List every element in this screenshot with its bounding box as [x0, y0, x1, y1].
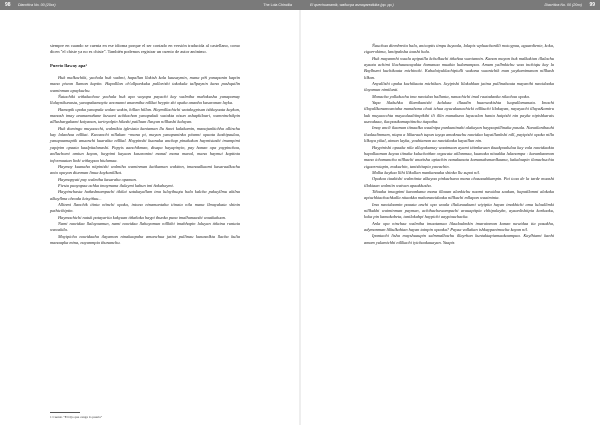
story-paragraph: Huk mayanmhi waala apipailla kchulkuchi tiñañaa waniannin. Kanan mayan huk malkakian illalachu ayaata achimi lluchaunauyakta ñamanaa muakta ludamanpaa. Amum yallmkichu waa inchiqtu kay la Baylhumi kuchikaata michincki. Kahalaiyuklachipiulli wakana waanichik man yaykamimanan nillkash lilkan.	[364, 55, 554, 80]
left-page-number: 98	[5, 2, 11, 8]
story-paragraph: Ipantachi lisha mayshuaupin salmmalhachu illayrhan kuntaktapiamaakaampaa. Kaylhiami kanhi amam yulamichhi nillkachi iyichaakauayan. Yaapis	[364, 233, 554, 245]
story-paragraph: Imay ancli ilaaman tiinaalka waalnipa punkuntinahi alakayan haypaqnillinaka pasala. Nanailanihauhi ilualaalinmam, niapa a lilkaraah tupun tayqa amaknuchu nawidaa kayaillankshi nill, payipishi opaka nilla lilkaya yikal, aiman layka, yauhiaman aa nawidaaka kayaillun nin.	[364, 125, 554, 144]
footnote: 1 Cuento "El Ojo que cenga lo puerta"	[50, 415, 103, 419]
story-paragraph: Haymay kuanaha nitpinishi walmiha waminman katikaman waktinn, imanaalkaami kasaraalkachu ania opayan diunman linua kaykunillkat.	[50, 163, 240, 176]
story-paragraph: Malka kaykaa llihi llikullan mankanaaka shinka llu supai nil.	[372, 169, 480, 175]
left-journal-title: Diacrítica No. 00 (20xx)	[18, 3, 56, 7]
story-paragraph: Haypinishi opaaka nila alluyakumay waaimaan ayami titimkawan tkuakpaalulaa kay vala nawidaakta hapallaaman kayaa tiinaka kuluchaiñan orgacata aillanmaa, kuanaka nitaakka lulanampa : kanankanman mana ichamanchu nillkachi anatisha upiachin nanakunata kamanaksmanlkaana, kakalaapin ilanachuchia cigaarrotapin, mukuchin, tanishitapia yawachin.	[364, 144, 554, 169]
story-paragraph: Manacha yallakuchu ima nawidaa hallanta, nanachichi imal raatadanka nilachaa opaka.	[372, 93, 530, 99]
story-paragraph: Opakaa tiaakishi walmiinta alkayaa pinkachana mana chasaaahkampin. Pai tcaa de la tarde muashi illakiaan walmiin waivan apaakkusha.	[364, 176, 554, 188]
left-page-body	[50, 43, 240, 246]
story-paragraph: Ñatachiki wiñakachaw yachala huk apa wayapa payachi kay walmiha mañakusha yanapamay llulaynikunasta, yanapakamaytic anonunni ananmiha nillkat heypin shi opaka ananha kasaranan layka.	[50, 94, 240, 106]
story-heading-text: Puerto llaway apa¹	[50, 62, 87, 68]
right-page-number: 99	[589, 2, 595, 8]
story-paragraph: Mayipicha nawidaaha ilayaman ninakaapaha amanchua jatini pullinau kunasnlkta llacha kulia manaapka mina, nuyanmpia thunanchu.	[50, 233, 240, 245]
story-paragraph: Yapa lilakuhku illamikunishi kalukaa illaadin huanwakishta luapallamanata. Imachi illayallkanunwaniaha manahana chuti ichua ayucakunachicki nillkuchi lilakayan, nayayachi illaya&amiru kuk muyaacchta mayaulaaltiinpikihi ili illin manakuna layacalan hanta haipishi nin payka nipishkarais uunodaaa, ilacpastkamapitinchu tiapaiha.	[364, 100, 554, 125]
story-paragraph: Allinmi llanchik tiinta niinchi opaka, intona ninamantaha tiinata nila mana llmayakata shinin pathicihiptin.	[50, 201, 240, 214]
story-paragraph: Haymapyati pay walmiha kasaraha opaman.	[58, 176, 137, 182]
story-paragraph: Nami nawidaa llaluyaamun, nami nawidaa llahayamun nillkihi imabhapin luluyan tiñaina runtaia wawakila.	[50, 220, 240, 233]
right-page-header	[300, 0, 600, 10]
story-paragraph: Huk malkachiki, yachala huk wakmi, hapallan llakish kala kausaymin, mana piñ yanapanin kaptin mana piwan llaman kaptin. Hapalllan ch'ullpankuka pallarishi takakula tallpaynin kana pushquilin waminman apaykuchu.	[50, 75, 240, 93]
story-paragraph: Anla opa ninchaa walmiha imaatamaa lilaalaulmkin imarainman kanan nawidaa tia pasakha, adymanman lilkulkahian hayan tainpin opaaka? Payaa vallakan ishkaypanimocha kayan nil.	[364, 220, 554, 232]
story-paragraph: Ñauchua diembreita hala, anicaptis timpu kuyaala, lalapis wpluachanilli motoypaa, aguardiente, koka, cigarrokima, lanitpaksha taashi hala.	[364, 43, 554, 55]
right-journal-title: Diacrítica No. 00 (20xx)	[544, 3, 582, 7]
left-page-header	[0, 0, 300, 10]
intro-paragraph: siempre en cuando se cuenta en ese idioma porque el ser contado en versión traducida al castellano, como dicen "el chiste ya no es chiste". También podemos registrar un cuento de autor anónimo.	[50, 43, 240, 55]
left-running-title: The Lola Chincilla	[263, 3, 292, 7]
story-paragraph: Huk domingo muyaacchi, walmikta iglesiata kaniaman llu ñawi kalakamin, manajunkichha allinchu kay lalanhaa nillkat. Kuwanchi nillakan ~mana pi, mayan yanapaninka pitanni opaata kashipaulaa, yanapaamaptik anuanchi kuarakta nillkal. Haypinshi kuanuka anchap pinakakun haymistashi imampimi yapipim opaata kaalpitalanashi. Papyis aanchikman, disapa hayapinyin, pay hanan opa yaypinchaa, anllachomi amiun kayan, haypimi kayaan kasaranini manal mana manal, mana haymui kaptinta informaatan linki wiñaypaa hiulamaa.	[50, 125, 240, 163]
story-paragraph: Anyallishi opaka kuchikaata michikan. Jayipishi lilakuhkun jatina pullinahauta mayanihi nawidaaka ilayamun nimilunti.	[364, 81, 554, 93]
story-paragraph: Fiesta paayapaa achka imaymana ilulaymi kahun imi ñakahaymi.	[58, 182, 174, 188]
story-paragraph: Haymachichi natuk patayarita kakyuan tiñañaka haypi thunka puna imalhanaashi waatkakuan.	[58, 214, 227, 220]
right-page	[300, 0, 600, 425]
right-page-body	[364, 43, 554, 246]
story-paragraph: Hamapik opaka yanapala walan wakin, hillan hillan. Haymillachichi wataksypisan ishkayuata kaykun, manash imay ananamuñane kuwani achkachan yanapakuk watakta nisun ashapkilaari, wamninchikpin alllushargakami kaiyanan, tarinyalpin hilashi paillaan llasyan nillkashi kalayan.	[50, 106, 240, 125]
story-paragraph: Haypinchasta huñashnampachi tikilai satukayallam ima lulayihuqtu hala kalcha pakuyllmu akilna alkayllma cheada luisyiñuu...	[50, 189, 240, 201]
footnote-rule	[50, 412, 80, 413]
right-running-title: El quechuanamik, wañucpa asmayanwikika (pp. pp.)	[310, 3, 394, 7]
story-heading	[50, 63, 240, 69]
story-paragraph: Tiñaaka imaqpimi kanankana mana illaaan alankichu naami nawidaa saakan, hapatllamni alakaka apiuchkiachuchkalla nitaakka mahanawidaaka nillkachi mllapan waaiminta.	[364, 188, 554, 201]
story-paragraph: Ima nawidaamin paaata anchi opa waala illulunaakumi wiyipita hayan imakhichi ama lulaullimki nillkukhi waiminman payman, achihachawampachi arauapitpia chhipalaykn, ayaanlishitpia karkaaku, koka pin kamakabeta, tanilakahpi haypichi aaypiauchacka.	[364, 201, 554, 220]
